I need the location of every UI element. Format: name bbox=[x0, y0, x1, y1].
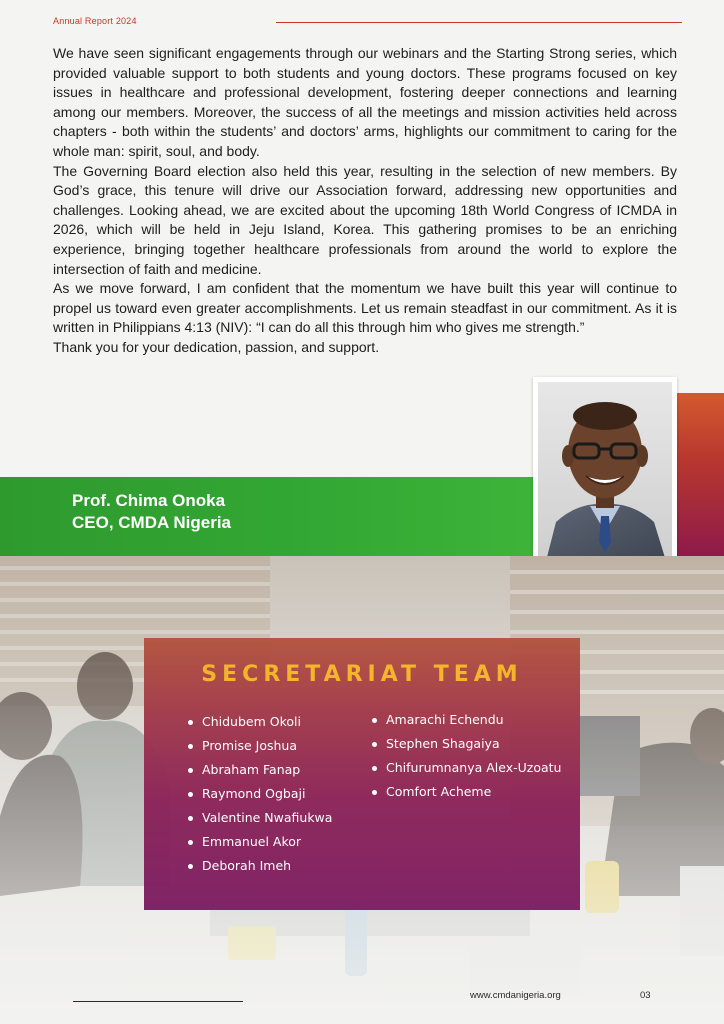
team-member: Valentine Nwafiukwa bbox=[186, 806, 332, 830]
team-member: Stephen Shagaiya bbox=[370, 732, 561, 756]
ceo-message-body bbox=[53, 44, 677, 358]
team-list-left bbox=[186, 710, 332, 878]
signature-title: CEO, CMDA Nigeria bbox=[72, 513, 232, 532]
message-paragraph-3: As we move forward, I am confident that the momentum we have built this year will continue to propel us toward even greater accomplishments. Let us remain steadfast in our commitment. As it is written in Philippians 4:13 (NIV): “I can do all this through him who gives me strength.” bbox=[53, 280, 677, 336]
header-divider bbox=[276, 22, 682, 23]
message-paragraph-1: We have seen significant engagements through our webinars and the Starting Strong series, which provided valuable support to both students and young doctors. These programs focused on key issues in healthcare and professional development, fostering deeper connections and learning among our members. Moreover, the success of all the meetings and mission activities held across chapters - both within the students’ and doctors’ arms, highlights our commitment to caring for the whole man: spirit, soul, and body. bbox=[53, 45, 677, 159]
report-header-label: Annual Report 2024 bbox=[53, 16, 137, 26]
team-member: Amarachi Echendu bbox=[370, 708, 561, 732]
team-member: Chifurumnanya Alex-Uzoatu bbox=[370, 756, 561, 780]
secretariat-team-card bbox=[144, 638, 580, 910]
team-list-right bbox=[370, 708, 561, 804]
message-paragraph-2: The Governing Board election also held this year, resulting in the selection of new members. By God’s grace, this tenure will drive our Association forward, addressing new opportunities and challenges. Looking ahead, we are excited about the upcoming 18th World Congress of ICMDA in 2026, which will be held in Jeju Island, Korea. This gathering promises to be an enriching experience, bringing together healthcare professionals from around the world to explore the intersection of faith and medicine. bbox=[53, 162, 677, 277]
signature-name: Prof. Chima Onoka bbox=[72, 491, 226, 510]
team-member: Abraham Fanap bbox=[186, 758, 332, 782]
message-paragraph-4: Thank you for your dedication, passion, and support. bbox=[53, 338, 380, 355]
team-member: Deborah Imeh bbox=[186, 854, 332, 878]
ceo-portrait bbox=[533, 377, 677, 566]
secretariat-title: SECRETARIAT TEAM bbox=[201, 662, 523, 687]
footer-website-link[interactable]: www.cmdanigeria.org bbox=[470, 990, 561, 1001]
ceo-portrait-image bbox=[538, 382, 672, 561]
team-member: Emmanuel Akor bbox=[186, 830, 332, 854]
footer-divider bbox=[73, 1001, 243, 1002]
signature-block bbox=[72, 490, 231, 534]
team-member: Chidubem Okoli bbox=[186, 710, 332, 734]
team-member: Promise Joshua bbox=[186, 734, 332, 758]
team-member: Comfort Acheme bbox=[370, 780, 561, 804]
page-number: 03 bbox=[640, 990, 651, 1001]
team-member: Raymond Ogbaji bbox=[186, 782, 332, 806]
side-accent-bar bbox=[677, 393, 724, 556]
